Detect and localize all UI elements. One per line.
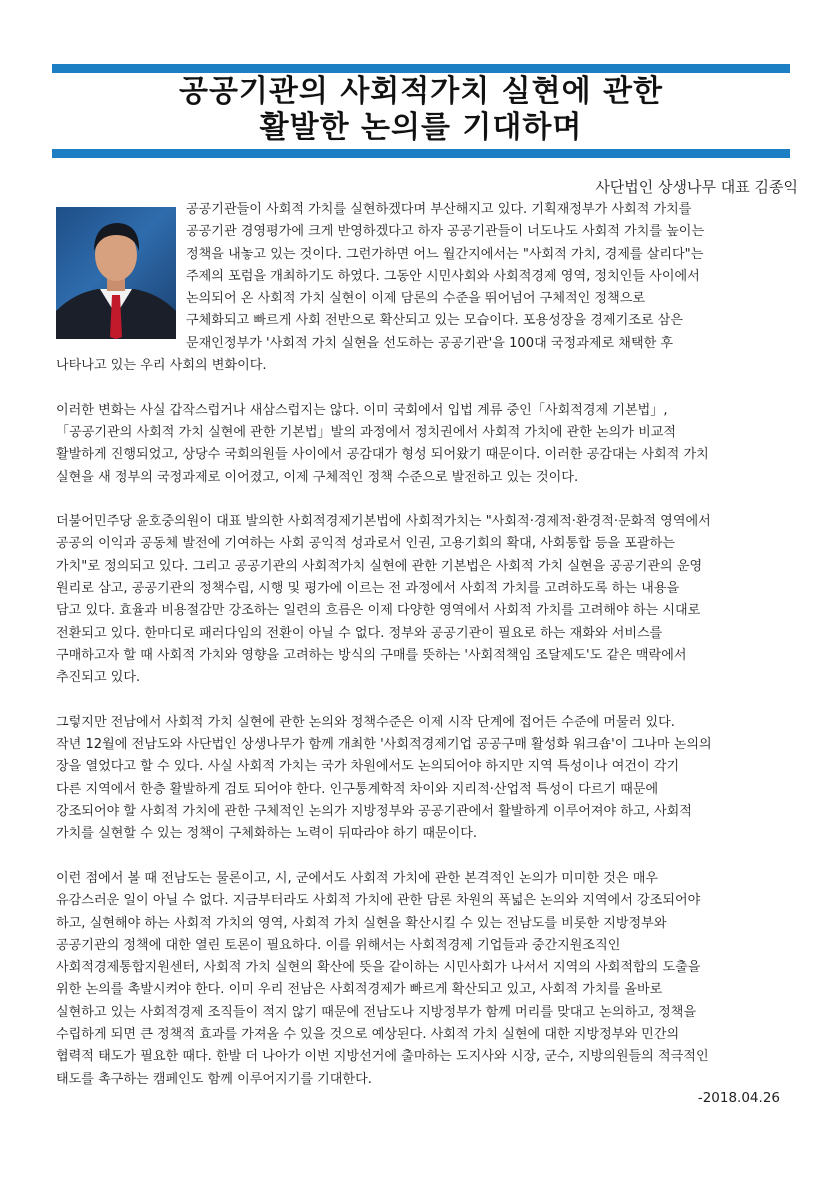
paragraph-spacer — [56, 846, 792, 868]
paragraph-line: 강조되어야 할 사회적 가치에 관한 구체적인 논의가 지방정부와 공공기관에서 활발하게 이루어져야 하고, 사회적 — [56, 804, 692, 820]
paragraph-line: 다른 지역에서 한층 활발하게 검토 되어야 한다. 인구통계학적 차이와 지리적·산업적 특성이 다르기 때문에 — [56, 781, 659, 797]
page-title — [52, 74, 790, 146]
paragraph-line: 담고 있다. 효율과 비용절감만 강조하는 일련의 흐름은 이제 다양한 영역에서 사회적 가치를 고려해야 하는 시대로 — [56, 603, 701, 619]
title-line-1: 공공기관의 사회적가치 실현에 관한 — [178, 74, 664, 109]
paragraph-line: 태도를 촉구하는 캠페인도 함께 이루어지기를 기대한다. — [56, 1071, 372, 1087]
paragraph-line: 전환되고 있다. 한마디로 패러다임의 전환이 아닐 수 없다. 정부와 공공기관이 필요로 하는 재화와 서비스를 — [56, 625, 663, 641]
paragraph-line: 실현을 새 정부의 국정과제로 이어졌고, 이제 구체적인 정책 수준으로 발전하고 있는 것이다. — [56, 469, 579, 485]
title-rule-top — [52, 64, 790, 73]
paragraph-line: 더불어민주당 윤호중의원이 대표 발의한 사회적경제기본법에 사회적가치는 "사회적·경제적·환경적·문화적 영역에서 — [56, 514, 711, 530]
paragraph-line: 주제의 포럼을 개최하기도 하였다. 그동안 시민사회와 사회적경제 영역, 정치인들 사이에서 — [186, 268, 700, 284]
paragraph-line: 추진되고 있다. — [56, 670, 141, 686]
paragraph-line: 가치를 실현할 수 있는 정책이 구체화하는 노력이 뒤따라야 하기 때문이다. — [56, 826, 478, 842]
paragraph-line: 유감스러운 일이 아닐 수 없다. 지금부터라도 사회적 가치에 관한 담론 차원의 폭넓은 논의와 지역에서 강조되어야 — [56, 893, 701, 909]
paragraph-line: 정책을 내놓고 있는 것이다. 그런가하면 어느 월간지에서는 "사회적 가치, 경제를 살리다"는 — [186, 246, 704, 262]
paragraph-line: 공공기관 경영평가에 크게 반영하겠다고 하자 공공기관들이 너도나도 사회적 가치를 높이는 — [186, 224, 705, 240]
paragraph-line: 나타나고 있는 우리 사회의 변화이다. — [56, 358, 267, 374]
publish-date: -2018.04.26 — [697, 1090, 780, 1106]
paragraph-line: 활발하게 진행되었고, 상당수 국회의원들 사이에서 공감대가 형성 되어왔기 때문이다. 이러한 공감대는 사회적 가치 — [56, 447, 709, 463]
paragraph-line: 가치"로 정의되고 있다. 그리고 공공기관의 사회적가치 실현에 관한 기본법은 사회적 가치 실현을 공공기관의 운영 — [56, 558, 703, 574]
paragraph-line: 위한 논의를 촉발시켜야 한다. 이미 우리 전남은 사회적경제가 빠르게 확산되고 있고, 사회적 가치를 올바로 — [56, 982, 663, 998]
paragraph-line: 사회적경제통합지원센터, 사회적 가치 실현의 확산에 뜻을 같이하는 시민사회가 나서서 지역의 사회적합의 도출을 — [56, 960, 701, 976]
paragraph-line: 이러한 변화는 사실 갑작스럽거나 새삼스럽지는 않다. 이미 국회에서 입법 계류 중인「사회적경제 기본법」, — [56, 402, 668, 418]
paragraph-spacer — [56, 690, 792, 712]
article-paragraph — [56, 400, 792, 489]
article-paragraph — [56, 712, 792, 846]
article-body — [56, 199, 792, 1091]
paragraph-line: 협력적 태도가 필요한 때다. 한발 더 나아가 이번 지방선거에 출마하는 도지사와 시장, 군수, 지방의원들의 적극적인 — [56, 1049, 709, 1065]
paragraph-line: 공공의 이익과 공동체 발전에 기여하는 사회 공익적 성과로서 인권, 고용기회의 확대, 사회통합 등을 포괄하는 — [56, 536, 675, 552]
paragraph-line: 실현하고 있는 사회적경제 조직들이 적지 않기 때문에 전남도나 지방정부가 함께 머리를 맞대고 논의하고, 정책을 — [56, 1004, 697, 1020]
article-paragraph — [56, 868, 792, 1091]
paragraph-line: 수립하게 되면 큰 정책적 효과를 가져올 수 있을 것으로 예상된다. 사회적 가치 실현에 대한 지방정부와 민간의 — [56, 1026, 680, 1042]
paragraph-line: 문재인정부가 '사회적 가치 실현을 선도하는 공공기관'을 100대 국정과제로 채택한 후 — [186, 335, 674, 351]
paragraph-line: 작년 12월에 전남도와 사단법인 상생나무가 함께 개최한 '사회적경제기업 공공구매 활성화 워크숍'이 그나마 논의의 — [56, 737, 712, 753]
article-paragraph — [56, 199, 792, 377]
paragraph-line: 원리로 삼고, 공공기관의 정책수립, 시행 및 평가에 이르는 전 과정에서 사회적 가치를 고려하도록 하는 내용을 — [56, 581, 680, 597]
article-paragraph — [56, 511, 792, 689]
author-byline: 사단법인 상생나무 대표 김종익 — [595, 178, 798, 196]
paragraph-spacer — [56, 377, 792, 399]
paragraph-line: 구체화되고 빠르게 사회 전반으로 확산되고 있는 모습이다. 포용성장을 경제기조로 삼은 — [186, 313, 683, 329]
paragraph-line: 구매하고자 할 때 사회적 가치와 영향을 고려하는 방식의 구매를 뜻하는 '사회적책임 조달제도'도 같은 맥락에서 — [56, 647, 687, 663]
title-rule-bottom — [52, 149, 790, 158]
paragraph-spacer — [56, 489, 792, 511]
paragraph-line: 공공기관의 정책에 대한 열린 토론이 필요하다. 이를 위해서는 사회적경제 기업들과 중간지원조직인 — [56, 937, 621, 953]
paragraph-line: 장을 열었다고 할 수 있다. 사실 사회적 가치는 국가 차원에서도 논의되어야 하지만 지역 특성이나 여건이 각기 — [56, 759, 680, 775]
paragraph-line: 공공기관들이 사회적 가치를 실현하겠다며 부산해지고 있다. 기획재정부가 사회적 가치를 — [186, 202, 692, 217]
paragraph-line: 「공공기관의 사회적 가치 실현에 관한 기본법」발의 과정에서 정치권에서 사회적 가치에 관한 논의가 비교적 — [56, 424, 677, 440]
paragraph-line: 이런 점에서 볼 때 전남도는 물론이고, 시, 군에서도 사회적 가치에 관한 본격적인 논의가 미미한 것은 매우 — [56, 870, 658, 886]
paragraph-line: 그렇지만 전남에서 사회적 가치 실현에 관한 논의와 정책수준은 이제 시작 단계에 접어든 수준에 머물러 있다. — [56, 714, 675, 730]
title-line-2: 활발한 논의를 기대하며 — [259, 110, 583, 145]
paragraph-line: 논의되어 온 사회적 가치 실현이 이제 담론의 수준을 뛰어넘어 구체적인 정책으로 — [186, 291, 646, 307]
paragraph-line: 하고, 실현해야 하는 사회적 가치의 영역, 사회적 가치 실현을 확산시킬 수 있는 전남도를 비롯한 지방정부와 — [56, 915, 667, 931]
